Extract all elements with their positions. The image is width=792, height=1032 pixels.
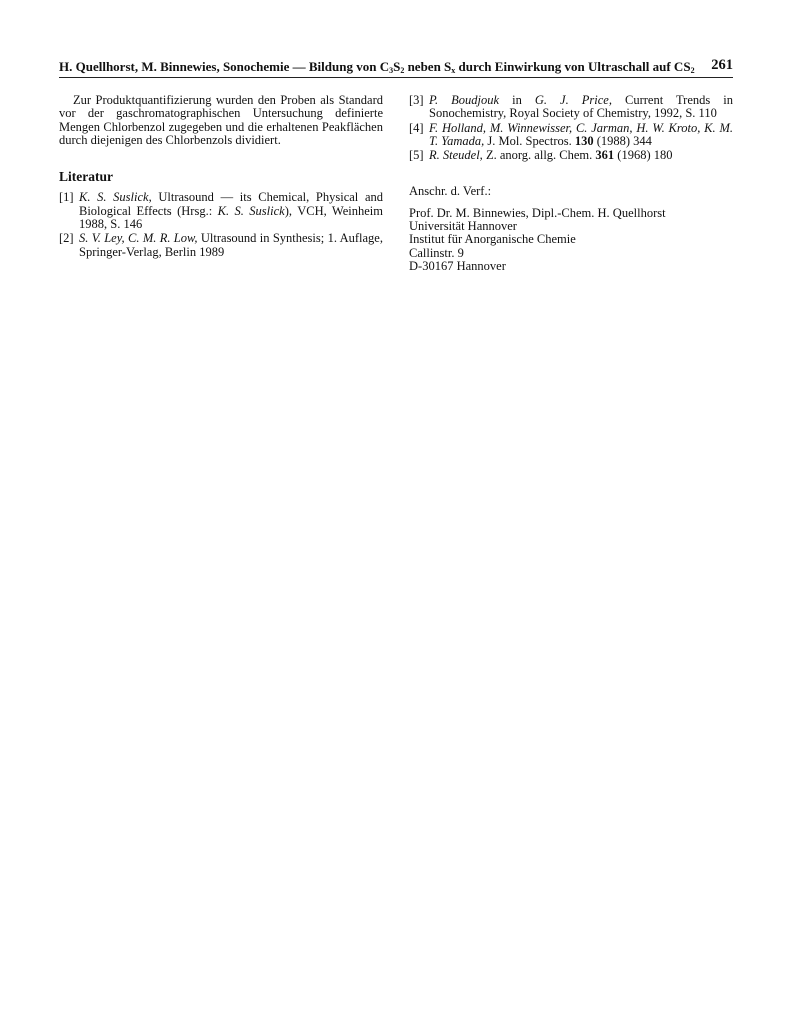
reference-editor: G. J. Price, [534,93,612,107]
reference-item [59,191,383,231]
reference-volume: 361 [595,148,615,163]
address-line: Universität Hannover [409,219,517,234]
reference-number: [3] [409,93,424,107]
reference-number: [2] [59,231,74,246]
reference-list [59,191,383,258]
reference-text: Z. anorg. allg. Chem. [482,148,596,163]
reference-text: in [499,93,535,107]
address-line: D-30167 Hannover [409,258,506,273]
reference-author: P. Boudjouk [429,93,500,107]
running-head-text: neben S [404,59,452,74]
reference-item [59,232,383,259]
body-paragraph: Zur Produktquantifizierung wurden den Proben als Standard vor der gaschromatographischen Untersuchung definierte Mengen Chlorbenzol zugegeben und die erhaltenen Peakflächen durch diejenigen des Chlorbenzols dividiert. [59,93,383,147]
running-head-text: durch Einwirkung von Ultraschall auf CS [455,59,691,74]
reference-item [409,94,733,121]
reference-author: S. V. Ley, C. M. R. Low, [79,231,198,246]
subscript: 3 [389,66,394,75]
reference-item [409,122,733,149]
reference-text: ), VCH, Weinheim 1988, S. 146 [79,203,383,232]
subscript: 2 [690,66,695,75]
reference-number: [4] [409,120,424,135]
address-line: Institut für Anorganische Chemie [409,232,576,247]
address-line: Prof. Dr. M. Binnewies, Dipl.-Chem. H. Quellhorst [409,205,666,220]
literature-heading: Literatur [59,169,113,185]
reference-volume: 130 [574,133,594,148]
page-number: 261 [711,57,733,73]
address-line: Callinstr. 9 [409,245,464,260]
reference-text: (1988) 344 [593,133,652,148]
reference-text: Current Trends in Sonochemistry, Royal Society of Chemistry, 1992, S. 110 [429,93,733,121]
running-head [59,59,695,75]
reference-author: R. Steudel, [429,148,483,163]
reference-author: F. Holland, M. Winnewisser, C. Jarman, H. W. Kroto, K. M. T. Yamada, [429,120,733,148]
reference-item [409,149,733,162]
subscript: 2 [400,66,405,75]
reference-author: K. S. Suslick [79,190,149,205]
reference-text: (1968) 180 [614,148,673,163]
address-label: Anschr. d. Verf.: [409,184,492,199]
left-column [59,94,383,260]
reference-text: J. Mol. Spectros. [484,133,575,148]
reference-number: [5] [409,148,424,163]
reference-editor: K. S. Suslick [217,203,285,218]
running-head-text: H. Quellhorst, M. Binnewies, Sonochemie — Bildung von C [59,59,390,74]
reference-text: Ultrasound in Synthesis; 1. Auflage, Springer-Verlag, Berlin 1989 [79,231,383,259]
subscript: x [451,66,456,75]
reference-list [409,94,733,162]
running-head-text: S [393,59,401,74]
reference-text: , Ultrasound — its Chemical, Physical and Biological Effects (Hrsg.: [79,190,383,218]
author-address [409,207,733,273]
reference-number: [1] [59,190,74,205]
page-header [59,57,733,78]
right-column [409,94,733,273]
